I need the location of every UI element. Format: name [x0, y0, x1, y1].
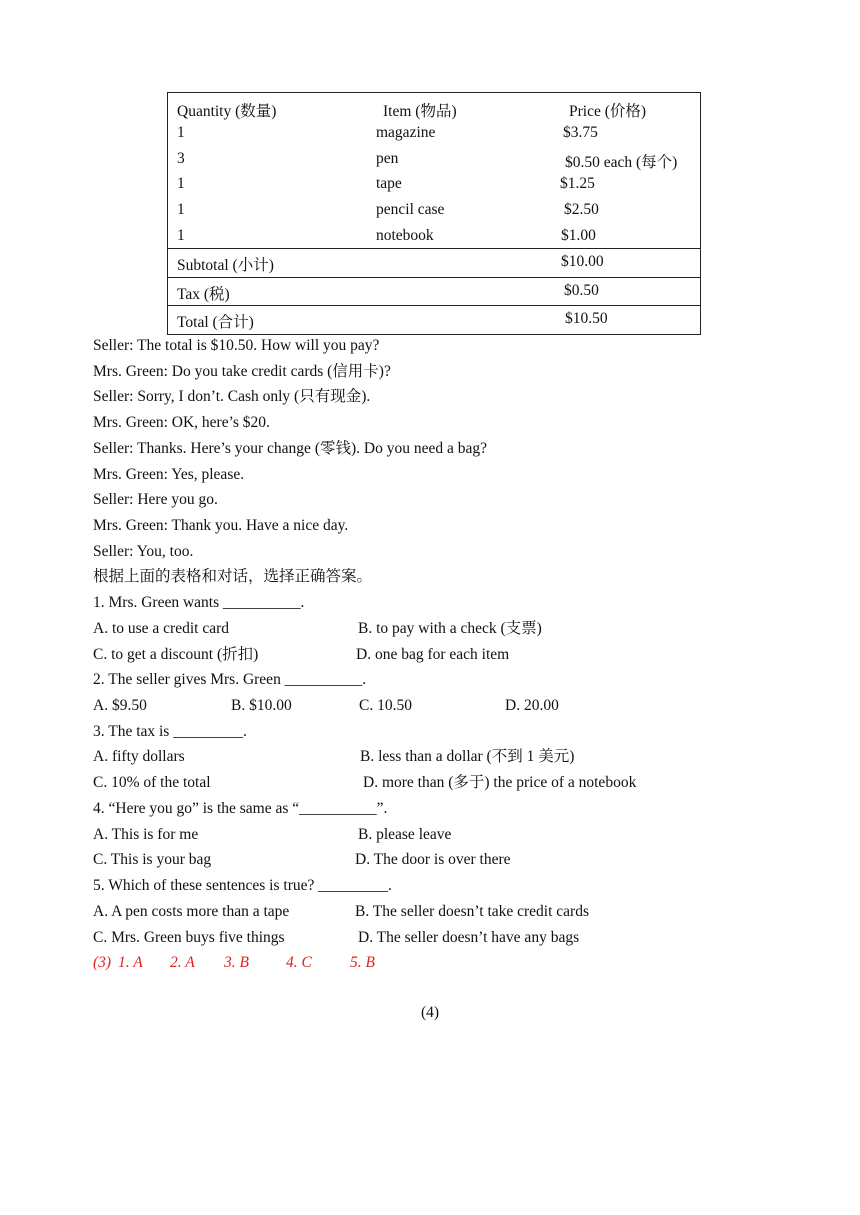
question-stem: 5. Which of these sentences is true? _________.: [93, 877, 392, 894]
row-item: notebook: [376, 226, 434, 244]
dialogue-line: Mrs. Green: OK, here’s $20.: [93, 414, 270, 431]
dialogue-line: Seller: Thanks. Here’s your change (零钱). Do you need a bag?: [93, 440, 487, 457]
row-item: tape: [376, 175, 402, 193]
receipt-header-row: [168, 93, 700, 120]
option: C. This is your bag: [93, 851, 212, 868]
subtotal-value: $10.00: [561, 253, 604, 271]
subtotal-label: Subtotal (小计): [177, 257, 274, 275]
option: B. please leave: [358, 826, 452, 843]
total-row: [168, 305, 700, 334]
option: C. 10% of the total: [93, 774, 211, 791]
answer-item: 2. A: [170, 954, 195, 971]
option: A. A pen costs more than a tape: [93, 903, 290, 920]
option: D. 20.00: [505, 697, 559, 714]
row-price: $3.75: [563, 124, 598, 141]
option: A. This is for me: [93, 826, 199, 843]
option: C. Mrs. Green buys five things: [93, 929, 285, 946]
receipt-table: [167, 92, 701, 335]
question-stem: 2. The seller gives Mrs. Green __________.: [93, 671, 367, 688]
receipt-row: [168, 146, 700, 172]
row-item: pencil case: [376, 201, 445, 219]
answer-key-label: (3): [93, 954, 112, 971]
option: C. 10.50: [359, 697, 412, 714]
dialogue-line: Mrs. Green: Thank you. Have a nice day.: [93, 517, 349, 534]
answer-item: 5. B: [350, 954, 375, 971]
row-qty: 1: [177, 226, 185, 244]
total-value: $10.50: [565, 310, 608, 328]
row-item: magazine: [376, 124, 436, 141]
tax-label: Tax (税): [177, 285, 230, 303]
option: B. to pay with a check (支票): [358, 620, 542, 637]
answer-item: 4. C: [286, 954, 312, 971]
question-stem: 1. Mrs. Green wants __________.: [93, 594, 305, 611]
row-qty: 1: [177, 124, 185, 141]
dialogue-line: Seller: You, too.: [93, 543, 194, 560]
option: A. fifty dollars: [93, 748, 185, 765]
question-stem: 3. The tax is _________.: [93, 723, 247, 740]
question-stem: 4. “Here you go” is the same as “__________”.: [93, 800, 388, 817]
row-price: $1.25: [560, 175, 595, 193]
total-label: Total (合计): [177, 314, 254, 332]
option: D. The seller doesn’t have any bags: [358, 929, 580, 946]
option: A. $9.50: [93, 697, 147, 714]
row-item: pen: [376, 149, 399, 167]
instruction: 根据上面的表格和对话，选择正确答案。: [93, 568, 373, 585]
dialogue-line: Mrs. Green: Yes, please.: [93, 466, 245, 483]
receipt-row: [168, 223, 700, 249]
dialogue-line: Seller: Here you go.: [93, 491, 218, 508]
dialogue-line: Seller: The total is $10.50. How will you pay?: [93, 337, 380, 354]
row-qty: 1: [177, 175, 185, 193]
tax-row: [168, 277, 700, 306]
option: D. one bag for each item: [356, 646, 510, 663]
option: B. The seller doesn’t take credit cards: [355, 903, 589, 920]
row-qty: 3: [177, 149, 185, 167]
row-qty: 1: [177, 201, 185, 219]
option: C. to get a discount (折扣): [93, 646, 259, 663]
dialogue-line: Mrs. Green: Do you take credit cards (信用卡)?: [93, 363, 391, 380]
option: A. to use a credit card: [93, 620, 229, 637]
answer-item: 1. A: [118, 954, 143, 971]
receipt-row: [168, 171, 700, 197]
answer-item: 3. B: [224, 954, 249, 971]
option: B. $10.00: [231, 697, 292, 714]
row-price: $1.00: [561, 226, 596, 244]
tax-value: $0.50: [564, 281, 599, 299]
dialogue-line: Seller: Sorry, I don’t. Cash only (只有现金).: [93, 388, 371, 405]
header-item: Item (物品): [383, 103, 457, 120]
subtotal-row: [168, 248, 700, 277]
receipt-row: [168, 120, 700, 146]
page-number: (4): [420, 1004, 440, 1021]
row-price: $2.50: [564, 201, 599, 219]
row-price: $0.50 each (每个): [565, 153, 678, 171]
header-quantity: Quantity (数量): [177, 103, 277, 120]
option: B. less than a dollar (不到 1 美元): [360, 748, 575, 765]
receipt-row: [168, 197, 700, 223]
option: D. The door is over there: [355, 851, 511, 868]
option: D. more than (多于) the price of a notebook: [363, 774, 637, 791]
header-price: Price (价格): [569, 103, 647, 120]
